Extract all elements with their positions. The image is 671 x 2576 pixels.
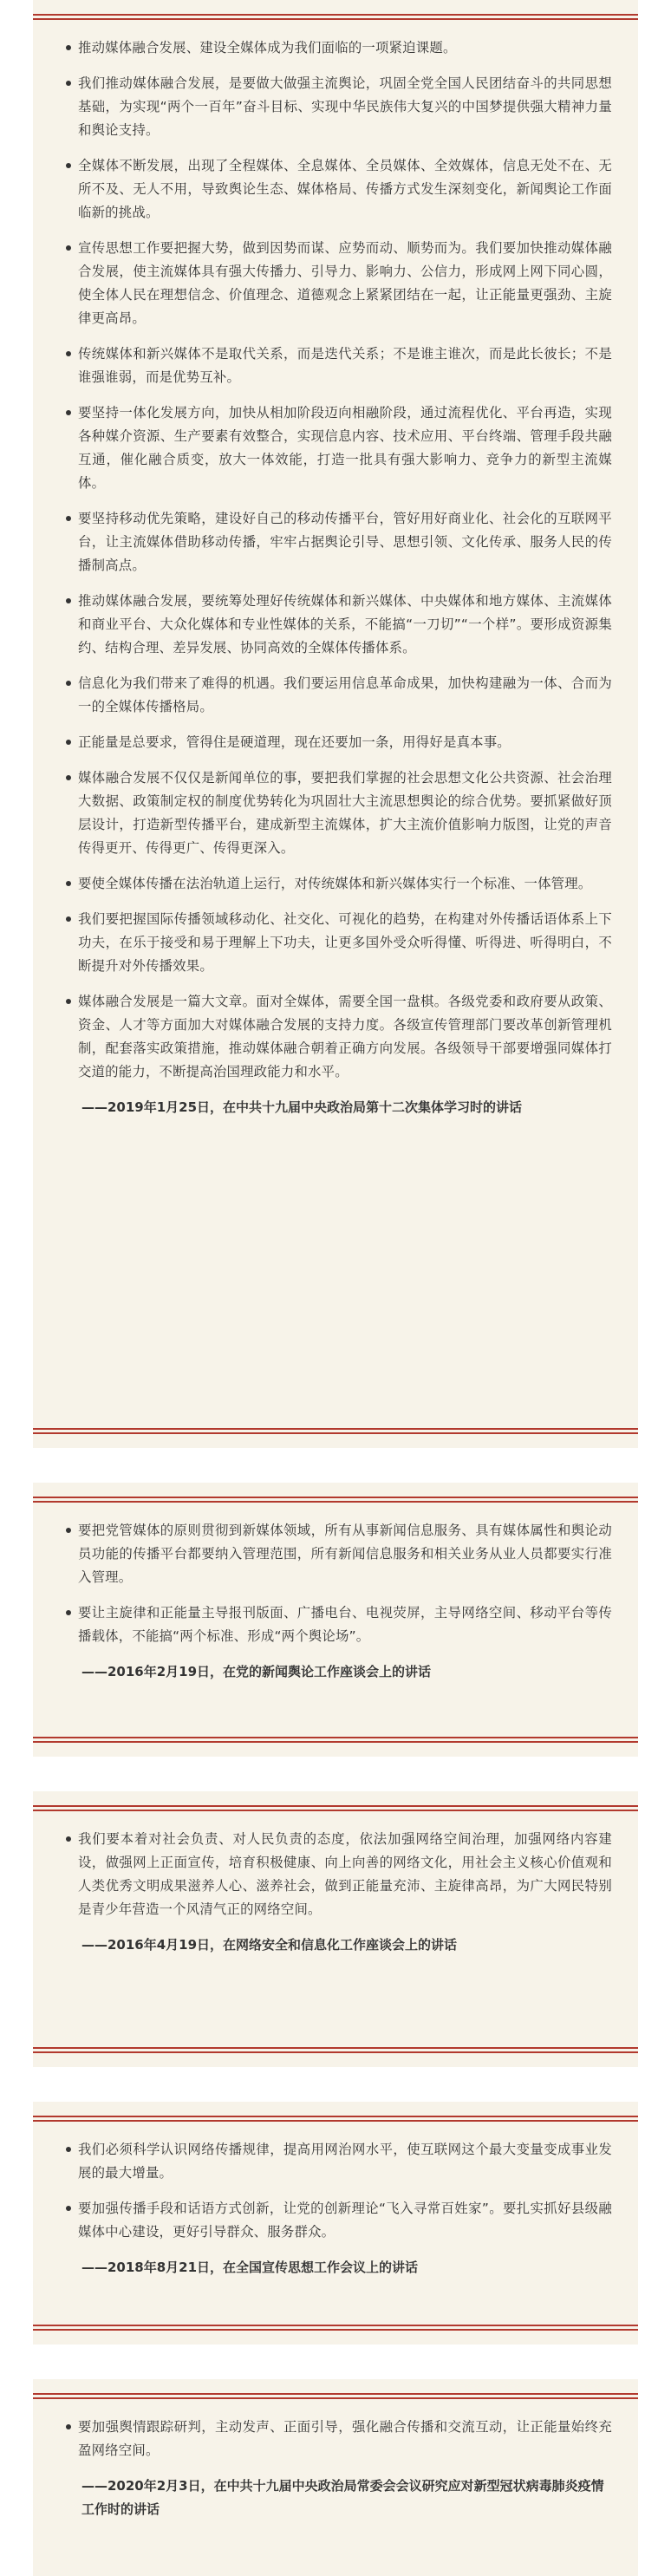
quote-card-3 [33,1791,638,2067]
quote-paragraph: 推动媒体融合发展，要统筹处理好传统媒体和新兴媒体、中央媒体和地方媒体、主流媒体和商业平台、大众化媒体和专业性媒体的关系，不能搞“一刀切”“一个样”。要形成资源集约、结构合理、差异发展、协同高效的全媒体传播体系。 [66,590,612,660]
speech-source: ——2020年2月3日，在中共十九届中央政治局常委会会议研究应对新型冠状病毒肺炎疫情工作时的讲话 [81,2478,604,2517]
quote-paragraph: 我们推动媒体融合发展，是要做大做强主流舆论，巩固全党全国人民团结奋斗的共同思想基础，为实现“两个一百年”奋斗目标、实现中华民族伟大复兴的中国梦提供强大精神力量和舆论支持。 [66,72,612,142]
card-content [66,1828,612,1957]
quote-paragraph: 我们要本着对社会负责、对人民负责的态度，依法加强网络空间治理，加强网络内容建设，做强网上正面宣传，培育积极健康、向上向善的网络文化，用社会主义核心价值观和人类优秀文明成果滋养人心、滋养社会，做到正能量充沛、主旋律高昂，为广大网民特别是青少年营造一个风清气正的网络空间。 [66,1828,612,1921]
quote-paragraph: 要让主旋律和正能量主导报刊版面、广播电台、电视荧屏，主导网络空间、移动平台等传播载体，不能搞“两个标准、形成“两个舆论场”。 [66,1601,612,1648]
quote-paragraph: 全媒体不断发展，出现了全程媒体、全息媒体、全员媒体、全效媒体，信息无处不在、无所不及、无人不用，导致舆论生态、媒体格局、传播方式发生深刻变化，新闻舆论工作面临新的挑战。 [66,154,612,225]
quote-paragraph: 传统媒体和新兴媒体不是取代关系，而是迭代关系；不是谁主谁次，而是此长彼长；不是谁强谁弱，而是优势互补。 [66,342,612,389]
card-content [66,2416,612,2521]
card-top-rule [33,1497,638,1503]
quote-card-5 [33,2379,638,2576]
quote-card-1 [33,0,638,1448]
speech-source: ——2018年8月21日，在全国宣传思想工作会议上的讲话 [81,2260,419,2275]
quote-card-2 [33,1483,638,1757]
quote-paragraph: 要加强舆情跟踪研判，主动发声、正面引导，强化融合传播和交流互动，让正能量始终充盈网络空间。 [66,2416,612,2462]
quote-paragraph: 要使全媒体传播在法治轨道上运行，对传统媒体和新兴媒体实行一个标准、一体管理。 [66,872,612,896]
card-top-rule [33,2393,638,2399]
card-bottom-rule [33,1428,638,1434]
card-bottom-rule [33,2047,638,2053]
card-top-rule [33,1805,638,1811]
card-top-rule [33,2116,638,2122]
quote-paragraph: 宣传思想工作要把握大势，做到因势而谋、应势而动、顺势而为。我们要加快推动媒体融合发展，使主流媒体具有强大传播力、引导力、影响力、公信力，形成网上网下同心圆，使全体人民在理想信念、价值理念、道德观念上紧紧团结在一起，让正能量更强劲、主旋律更高昂。 [66,237,612,330]
quote-paragraph: 我们要把握国际传播领域移动化、社交化、可视化的趋势，在构建对外传播话语体系上下功夫，在乐于接受和易于理解上下功夫，让更多国外受众听得懂、听得进、听得明白，不断提升对外传播效果。 [66,908,612,978]
speech-source: ——2016年4月19日，在网络安全和信息化工作座谈会上的讲话 [81,1937,458,1953]
quote-paragraph: 要加强传播手段和话语方式创新，让党的创新理论“飞入寻常百姓家”。要扎实抓好县级融媒体中心建设，更好引导群众、服务群众。 [66,2197,612,2244]
card-content [66,1519,612,1684]
quote-paragraph: 正能量是总要求，管得住是硬道理，现在还要加一条，用得好是真本事。 [66,731,612,754]
quote-paragraph: 媒体融合发展是一篇大文章。面对全媒体，需要全国一盘棋。各级党委和政府要从政策、资金、人才等方面加大对媒体融合发展的支持力度。各级宣传管理部门要改革创新管理机制，配套落实政策措施，推动媒体融合朝着正确方向发展。各级领导干部要增强同媒体打交道的能力，不断提高治国理政能力和水平。 [66,990,612,1084]
quote-paragraph: 要坚持一体化发展方向，加快从相加阶段迈向相融阶段，通过流程优化、平台再造，实现各种媒介资源、生产要素有效整合，实现信息内容、技术应用、平台终端、管理手段共融互通，催化融合质变，放大一体效能，打造一批具有强大影响力、竞争力的新型主流媒体。 [66,401,612,495]
card-top-rule [33,14,638,20]
quote-paragraph: 我们必须科学认识网络传播规律，提高用网治网水平，使互联网这个最大变量变成事业发展的最大增量。 [66,2138,612,2185]
card-bottom-rule [33,1737,638,1743]
quote-paragraph: 要把党管媒体的原则贯彻到新媒体领域，所有从事新闻信息服务、具有媒体属性和舆论动员功能的传播平台都要纳入管理范围，所有新闻信息服务和相关业务从业人员都要实行准入管理。 [66,1519,612,1589]
card-content [66,2138,612,2279]
card-bottom-rule [33,2325,638,2331]
quote-paragraph: 要坚持移动优先策略，建设好自己的移动传播平台，管好用好商业化、社会化的互联网平台，让主流媒体借助移动传播，牢牢占据舆论引导、思想引领、文化传承、服务人民的传播制高点。 [66,507,612,577]
quote-card-4 [33,2102,638,2344]
card-content [66,36,612,1119]
quote-paragraph: 推动媒体融合发展、建设全媒体成为我们面临的一项紧迫课题。 [66,36,612,60]
speech-source: ——2016年2月19日，在党的新闻舆论工作座谈会上的讲话 [81,1664,432,1679]
quote-paragraph: 媒体融合发展不仅仅是新闻单位的事，要把我们掌握的社会思想文化公共资源、社会治理大数据、政策制定权的制度优势转化为巩固壮大主流思想舆论的综合优势。要抓紧做好顶层设计，打造新型传播平台，建成新型主流媒体，扩大主流价值影响力版图，让党的声音传得更开、传得更广、传得更深入。 [66,766,612,860]
speech-source: ——2019年1月25日，在中共十九届中央政治局第十二次集体学习时的讲话 [81,1099,523,1115]
quote-paragraph: 信息化为我们带来了难得的机遇。我们要运用信息革命成果，加快构建融为一体、合而为一的全媒体传播格局。 [66,672,612,719]
